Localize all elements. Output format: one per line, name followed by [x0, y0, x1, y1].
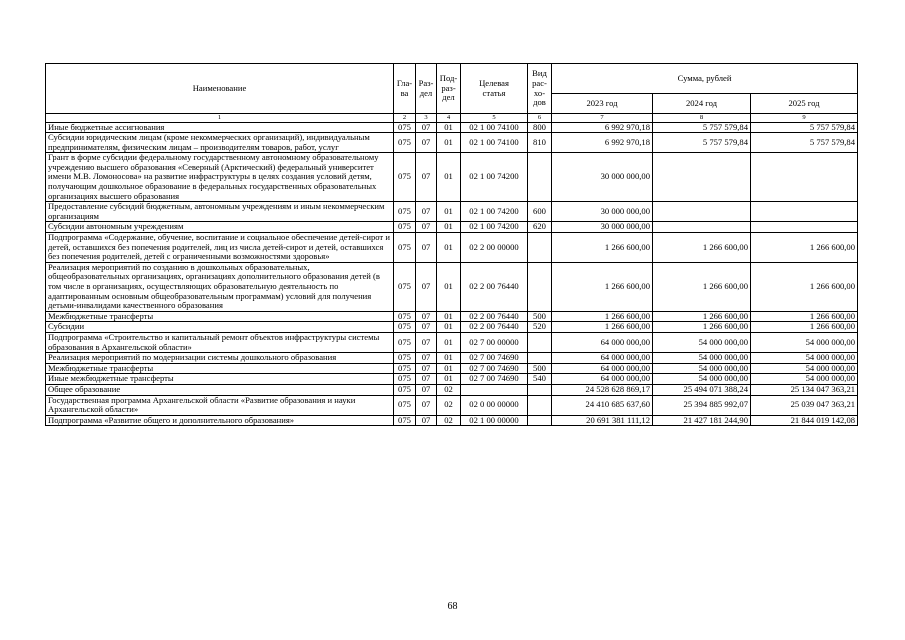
- row-amount-2025: 1 266 600,00: [751, 233, 858, 263]
- row-statya: 02 2 00 76440: [461, 322, 528, 333]
- row-vid: 810: [528, 133, 552, 153]
- row-glava: 075: [394, 122, 416, 133]
- row-statya: 02 1 00 74200: [461, 153, 528, 202]
- table-row: [46, 262, 858, 311]
- row-amount-2023: 64 000 000,00: [552, 363, 653, 374]
- row-name: Подпрограмма «Содержание, обучение, воспитание и социальное обеспечение детей-сирот и детей, оставшихся без попечения родителей, лиц из числа детей-сирот и детей, оставшихся без попечения родителей, детей с ограниченными возможностями здоровья»: [46, 233, 394, 263]
- row-vid: [528, 332, 552, 352]
- row-amount-2025: 54 000 000,00: [751, 332, 858, 352]
- row-razdel: 07: [416, 415, 437, 426]
- page-number: 68: [447, 601, 458, 612]
- row-amount-2024: 25 494 071 388,24: [653, 384, 751, 395]
- row-razdel: 07: [416, 322, 437, 333]
- col-header-2025: 2025 год: [751, 94, 858, 114]
- row-amount-2025: 5 757 579,84: [751, 133, 858, 153]
- row-razdel: 07: [416, 202, 437, 222]
- row-razdel: 07: [416, 153, 437, 202]
- row-amount-2025: 54 000 000,00: [751, 353, 858, 364]
- row-amount-2023: 30 000 000,00: [552, 202, 653, 222]
- row-statya: 02 2 00 76440: [461, 262, 528, 311]
- row-statya: 02 2 00 00000: [461, 233, 528, 263]
- col-header-glava: Гла- ва: [394, 64, 416, 114]
- row-amount-2025: [751, 153, 858, 202]
- row-statya: 02 7 00 74690: [461, 374, 528, 385]
- col-header-summa: Сумма, рублей: [552, 64, 858, 94]
- row-vid: 500: [528, 363, 552, 374]
- row-name: Межбюджетные трансферты: [46, 363, 394, 374]
- row-amount-2024: 1 266 600,00: [653, 322, 751, 333]
- row-razdel: 07: [416, 233, 437, 263]
- row-podrazdel: 01: [437, 133, 461, 153]
- row-podrazdel: 01: [437, 332, 461, 352]
- row-statya: 02 7 00 00000: [461, 332, 528, 352]
- row-amount-2023: 1 266 600,00: [552, 233, 653, 263]
- row-razdel: 07: [416, 262, 437, 311]
- row-vid: 800: [528, 122, 552, 133]
- row-glava: 075: [394, 332, 416, 352]
- row-amount-2023: 24 410 685 637,60: [552, 395, 653, 415]
- budget-table: [45, 63, 858, 426]
- row-amount-2023: 64 000 000,00: [552, 353, 653, 364]
- row-vid: [528, 384, 552, 395]
- row-amount-2025: 5 757 579,84: [751, 122, 858, 133]
- table-row: [46, 395, 858, 415]
- row-amount-2025: [751, 202, 858, 222]
- column-number: 5: [461, 114, 528, 123]
- row-name: Иные бюджетные ассигнования: [46, 122, 394, 133]
- row-amount-2023: 30 000 000,00: [552, 222, 653, 233]
- row-podrazdel: 01: [437, 233, 461, 263]
- table-row: [46, 322, 858, 333]
- row-vid: 540: [528, 374, 552, 385]
- row-podrazdel: 02: [437, 384, 461, 395]
- row-amount-2023: 24 528 628 869,17: [552, 384, 653, 395]
- row-razdel: 07: [416, 363, 437, 374]
- row-glava: 075: [394, 233, 416, 263]
- row-statya: [461, 384, 528, 395]
- row-razdel: 07: [416, 384, 437, 395]
- row-vid: [528, 233, 552, 263]
- row-razdel: 07: [416, 122, 437, 133]
- row-amount-2025: 54 000 000,00: [751, 363, 858, 374]
- row-podrazdel: 01: [437, 153, 461, 202]
- col-header-vid: Вид рас- хо- дов: [528, 64, 552, 114]
- row-vid: [528, 262, 552, 311]
- row-vid: 500: [528, 311, 552, 322]
- row-name: Государственная программа Архангельской области «Развитие образования и науки Архангельской области»: [46, 395, 394, 415]
- row-glava: 075: [394, 415, 416, 426]
- table-row: [46, 363, 858, 374]
- row-glava: 075: [394, 133, 416, 153]
- row-name: Подпрограмма «Строительство и капитальный ремонт объектов инфраструктуры системы образования в Архангельской области»: [46, 332, 394, 352]
- row-podrazdel: 01: [437, 262, 461, 311]
- row-name: Субсидии: [46, 322, 394, 333]
- row-razdel: 07: [416, 374, 437, 385]
- row-vid: 620: [528, 222, 552, 233]
- row-podrazdel: 01: [437, 311, 461, 322]
- row-amount-2025: 1 266 600,00: [751, 311, 858, 322]
- row-amount-2024: [653, 222, 751, 233]
- col-header-razdel: Раз- дел: [416, 64, 437, 114]
- row-vid: [528, 153, 552, 202]
- row-podrazdel: 01: [437, 353, 461, 364]
- table-row: [46, 233, 858, 263]
- table-row: [46, 332, 858, 352]
- row-statya: 02 7 00 74690: [461, 353, 528, 364]
- row-razdel: 07: [416, 133, 437, 153]
- row-amount-2025: 1 266 600,00: [751, 262, 858, 311]
- column-number: 9: [751, 114, 858, 123]
- row-name: Реализация мероприятий по созданию в дошкольных образовательных, общеобразовательных организациях, организациях дополнительного образования детей (в том числе в организациях, осуществляющих образовательную деятельность по адаптированным основным общеобразовательным программам) условий для получения детьми-инвалидами качественного образования: [46, 262, 394, 311]
- row-glava: 075: [394, 262, 416, 311]
- row-glava: 075: [394, 322, 416, 333]
- row-amount-2024: 1 266 600,00: [653, 233, 751, 263]
- row-amount-2024: 54 000 000,00: [653, 332, 751, 352]
- table-row: [46, 353, 858, 364]
- row-amount-2025: 21 844 019 142,08: [751, 415, 858, 426]
- row-glava: 075: [394, 395, 416, 415]
- row-amount-2024: 1 266 600,00: [653, 262, 751, 311]
- row-amount-2024: 5 757 579,84: [653, 133, 751, 153]
- row-amount-2023: 1 266 600,00: [552, 311, 653, 322]
- row-amount-2024: 54 000 000,00: [653, 363, 751, 374]
- row-podrazdel: 01: [437, 374, 461, 385]
- column-number: 3: [416, 114, 437, 123]
- row-podrazdel: 02: [437, 415, 461, 426]
- column-number: 8: [653, 114, 751, 123]
- row-podrazdel: 01: [437, 122, 461, 133]
- row-vid: 600: [528, 202, 552, 222]
- row-statya: 02 0 00 00000: [461, 395, 528, 415]
- row-amount-2023: 20 691 381 111,12: [552, 415, 653, 426]
- table-row: [46, 122, 858, 133]
- row-glava: 075: [394, 202, 416, 222]
- column-number: 6: [528, 114, 552, 123]
- row-amount-2023: 30 000 000,00: [552, 153, 653, 202]
- row-statya: 02 1 00 74100: [461, 133, 528, 153]
- row-glava: 075: [394, 153, 416, 202]
- row-amount-2025: 25 134 047 363,21: [751, 384, 858, 395]
- col-header-statya: Целевая статья: [461, 64, 528, 114]
- row-name: Реализация мероприятий по модернизации системы дошкольного образования: [46, 353, 394, 364]
- table-row: [46, 133, 858, 153]
- row-amount-2024: [653, 202, 751, 222]
- row-amount-2024: 21 427 181 244,90: [653, 415, 751, 426]
- table-row: [46, 311, 858, 322]
- row-razdel: 07: [416, 332, 437, 352]
- row-amount-2023: 64 000 000,00: [552, 332, 653, 352]
- table-row: [46, 222, 858, 233]
- column-number: 1: [46, 114, 394, 123]
- row-podrazdel: 02: [437, 395, 461, 415]
- col-header-2024: 2024 год: [653, 94, 751, 114]
- column-number: 7: [552, 114, 653, 123]
- col-header-podrazdel: Под- раз- дел: [437, 64, 461, 114]
- row-vid: 520: [528, 322, 552, 333]
- row-name: Подпрограмма «Развитие общего и дополнительного образования»: [46, 415, 394, 426]
- row-glava: 075: [394, 374, 416, 385]
- row-glava: 075: [394, 311, 416, 322]
- row-glava: 075: [394, 222, 416, 233]
- row-amount-2024: 54 000 000,00: [653, 353, 751, 364]
- row-podrazdel: 01: [437, 222, 461, 233]
- row-amount-2025: 54 000 000,00: [751, 374, 858, 385]
- row-statya: 02 1 00 74200: [461, 202, 528, 222]
- header-row-top: [46, 64, 858, 94]
- row-statya: 02 1 00 74100: [461, 122, 528, 133]
- row-amount-2024: [653, 153, 751, 202]
- row-amount-2023: 1 266 600,00: [552, 262, 653, 311]
- col-header-2023: 2023 год: [552, 94, 653, 114]
- row-amount-2024: 25 394 885 992,07: [653, 395, 751, 415]
- row-glava: 075: [394, 363, 416, 374]
- row-statya: 02 2 00 76440: [461, 311, 528, 322]
- table-row: [46, 153, 858, 202]
- row-name: Общее образование: [46, 384, 394, 395]
- row-name: Грант в форме субсидии федеральному государственному автономному образовательному учреждению высшего образования «Северный (Арктический) федеральный университет имени М.В. Ломоносова» на развитие инфраструктуры в целях создания условий детям, получающим дошкольное образование в федеральных государственных образовательных организациях высшего образования: [46, 153, 394, 202]
- row-razdel: 07: [416, 353, 437, 364]
- row-statya: 02 1 00 00000: [461, 415, 528, 426]
- row-statya: 02 7 00 74690: [461, 363, 528, 374]
- column-number: 4: [437, 114, 461, 123]
- row-glava: 075: [394, 353, 416, 364]
- row-vid: [528, 395, 552, 415]
- row-name: Субсидии автономным учреждениям: [46, 222, 394, 233]
- row-statya: 02 1 00 74200: [461, 222, 528, 233]
- row-name: Межбюджетные трансферты: [46, 311, 394, 322]
- table-row: [46, 384, 858, 395]
- row-glava: 075: [394, 384, 416, 395]
- table-row: [46, 374, 858, 385]
- row-amount-2023: 6 992 970,18: [552, 122, 653, 133]
- row-amount-2024: 1 266 600,00: [653, 311, 751, 322]
- row-podrazdel: 01: [437, 322, 461, 333]
- row-podrazdel: 01: [437, 202, 461, 222]
- row-amount-2023: 1 266 600,00: [552, 322, 653, 333]
- row-name: Предоставление субсидий бюджетным, автономным учреждениям и иным некоммерческим организациям: [46, 202, 394, 222]
- row-razdel: 07: [416, 222, 437, 233]
- row-amount-2025: 25 039 047 363,21: [751, 395, 858, 415]
- row-vid: [528, 415, 552, 426]
- column-number-row: [46, 114, 858, 123]
- row-amount-2023: 6 992 970,18: [552, 133, 653, 153]
- row-amount-2023: 64 000 000,00: [552, 374, 653, 385]
- column-number: 2: [394, 114, 416, 123]
- row-amount-2024: 54 000 000,00: [653, 374, 751, 385]
- row-podrazdel: 01: [437, 363, 461, 374]
- row-amount-2025: [751, 222, 858, 233]
- table-row: [46, 202, 858, 222]
- table-row: [46, 415, 858, 426]
- row-razdel: 07: [416, 395, 437, 415]
- row-amount-2025: 1 266 600,00: [751, 322, 858, 333]
- row-name: Субсидии юридическим лицам (кроме некоммерческих организаций), индивидуальным предпринимателям, физическим лицам – производителям товаров, работ, услуг: [46, 133, 394, 153]
- col-header-name: Наименование: [46, 64, 394, 114]
- row-razdel: 07: [416, 311, 437, 322]
- row-vid: [528, 353, 552, 364]
- row-amount-2024: 5 757 579,84: [653, 122, 751, 133]
- row-name: Иные межбюджетные трансферты: [46, 374, 394, 385]
